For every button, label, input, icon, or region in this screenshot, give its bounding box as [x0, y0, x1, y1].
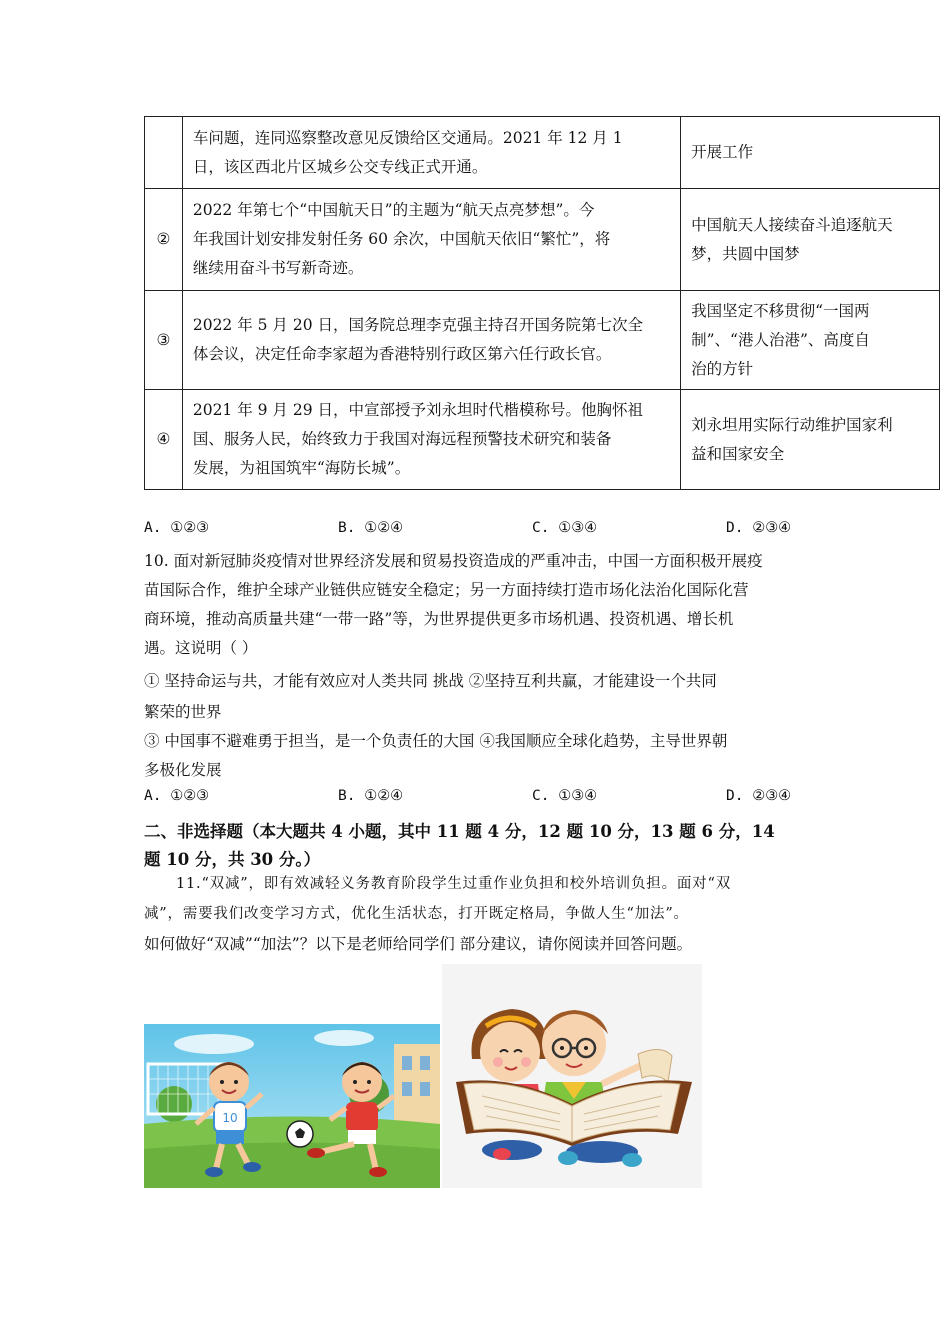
q9-options — [144, 520, 804, 540]
event-description — [182, 390, 680, 490]
option-a[interactable]: A. ①②③ — [144, 788, 210, 804]
table-row — [145, 189, 940, 291]
event-description — [182, 117, 680, 189]
view-line: 制”、“港人治港”、高度自 — [691, 330, 870, 349]
desc-line: 国、服务人民，始终致力于我国对海远程预警技术研究和装备 — [192, 430, 612, 448]
event-description — [182, 189, 680, 291]
desc-line: 日，该区西北片区城乡公交专线正式开通。 — [192, 157, 488, 176]
view-line: 开展工作 — [691, 143, 754, 161]
q10-stem-line: 苗国际合作，维护全球产业链供应链安全稳定；另一方面持续打造市场化法治化国际化营 — [144, 581, 749, 599]
desc-line: 继续用奋斗书写新奇迹。 — [192, 259, 364, 277]
desc-line: 2022 年 5 月 20 日，国务院总理李克强主持召开国务院第七次全 — [192, 316, 644, 334]
view-line: 刘永坦用实际行动维护国家利 — [691, 415, 893, 434]
view-line: 益和国家安全 — [691, 444, 785, 463]
q10-statement-line: ③ 中国事不避难勇于担当，是一个负责任的大国 ④我国顺应全球化趋势，主导世界朝 — [144, 732, 728, 750]
view-line: 中国航天人接续奋斗追逐航天 — [691, 215, 893, 234]
q10-stem-line: 10. 面对新冠肺炎疫情对世界经济发展和贸易投资造成的严重冲击，中国一方面积极开展疫 — [144, 552, 763, 570]
desc-line: 年我国计划安排发射任务 60 余次，中国航天依旧“繁忙”，将 — [192, 230, 611, 248]
section-heading: 题 10 分，共 30 分。） — [144, 850, 321, 869]
option-c[interactable]: C. ①③④ — [532, 520, 598, 536]
q10-stem-line: 商环境，推动高质量共建“一带一路”等，为世界提供更多市场机遇、投资机遇、增长机 — [144, 610, 734, 628]
event-viewpoint — [681, 117, 940, 189]
desc-line: 2022 年第七个“中国航天日”的主题为“航天点亮梦想”。今 — [192, 201, 595, 219]
view-line: 治的方针 — [691, 359, 754, 378]
event-description — [182, 291, 680, 390]
q10-stem-line: 遇。这说明（ ） — [144, 639, 258, 657]
row-number: ④ — [145, 390, 183, 490]
event-viewpoint — [681, 390, 940, 490]
desc-line: 体会议，决定任命李家超为香港特别行政区第六任行政长官。 — [192, 345, 612, 363]
option-b[interactable]: B. ①②④ — [338, 520, 404, 536]
jersey-number: 10 — [222, 1111, 238, 1125]
desc-line: 发展，为祖国筑牢“海防长城”。 — [192, 459, 411, 477]
q10-statement-line: ① 坚持命运与共，才能有效应对人类共同 挑战 ②坚持互利共赢，才能建设一个共同 — [144, 672, 717, 690]
table-row — [145, 390, 940, 490]
q11-line: 减”，需要我们改变学习方式，优化生活状态，打开既定格局，争做人生“加法”。 — [144, 906, 689, 922]
option-a[interactable]: A. ①②③ — [144, 520, 210, 536]
table-row — [145, 291, 940, 390]
reading-illustration — [442, 964, 702, 1188]
section-heading: 二、非选择题（本大题共 4 小题，其中 11 题 4 分，12 题 10 分，13 题 6 分，14 — [144, 822, 775, 841]
q11-line: 11.“双减”，即有效减轻义务教育阶段学生过重作业负担和校外培训负担。面对“双 — [176, 876, 731, 892]
desc-line: 2021 年 9 月 29 日，中宣部授予刘永坦时代楷模称号。他胸怀祖 — [192, 401, 644, 419]
desc-line: 车问题，连同巡察整改意见反馈给区交通局。2021 年 12 月 1 — [192, 128, 623, 147]
events-table — [144, 116, 940, 490]
row-number: ② — [145, 189, 183, 291]
soccer-illustration — [144, 1024, 440, 1188]
option-b[interactable]: B. ①②④ — [338, 788, 404, 804]
event-viewpoint — [681, 189, 940, 291]
table-row — [145, 117, 940, 189]
row-number — [145, 117, 183, 189]
q10-options — [144, 788, 804, 808]
option-c[interactable]: C. ①③④ — [532, 788, 598, 804]
q11-prompt: 如何做好“双减”“加法”？以下是老师给同学们 部分建议，请你阅读并回答问题。 — [144, 935, 693, 953]
option-d[interactable]: D. ②③④ — [726, 788, 792, 804]
q10-statement-line: 多极化发展 — [144, 761, 222, 779]
view-line: 梦，共圆中国梦 — [691, 244, 800, 263]
option-d[interactable]: D. ②③④ — [726, 520, 792, 536]
q10-statement-line: 繁荣的世界 — [144, 703, 222, 721]
event-viewpoint — [681, 291, 940, 390]
view-line: 我国坚定不移贯彻“一国两 — [691, 301, 870, 320]
row-number: ③ — [145, 291, 183, 390]
